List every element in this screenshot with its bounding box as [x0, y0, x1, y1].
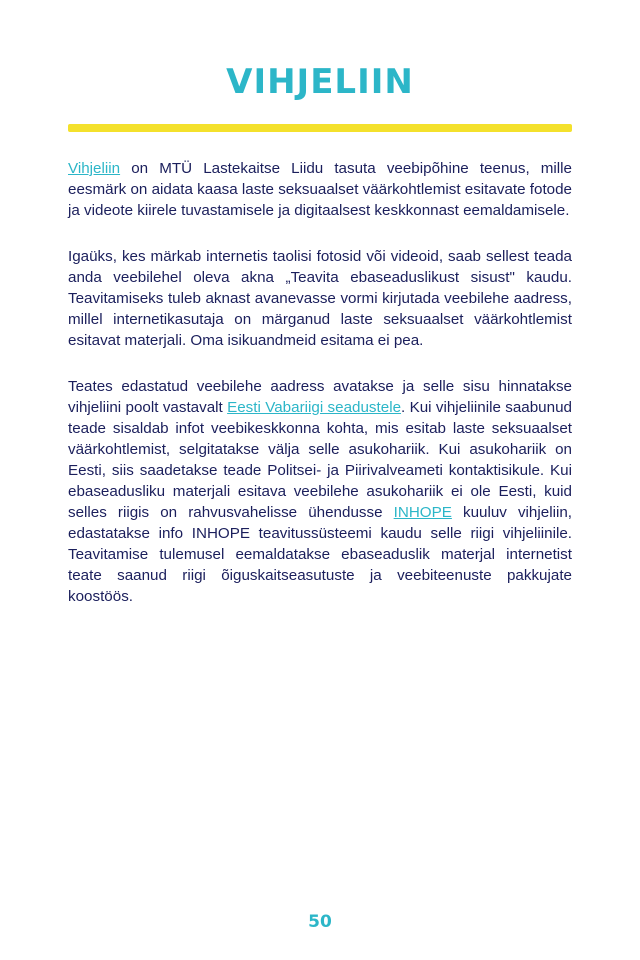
vihjeliin-link[interactable]: Vihjeliin [68, 160, 121, 177]
body-text [68, 158, 572, 632]
page-title: VIHJELIIN [226, 62, 414, 102]
page-number: 50 [308, 912, 332, 932]
paragraph-3-text-b: . Kui vihjeliinile saabunud teade sisaldab infot veebikeskkonna kohta, mis esitab laste seksuaalset väärkohtlemist, selgitatakse välja selle asukohariik. Kui asukohariik on Eesti, siis saadetakse teade Politsei- ja Piirivalveameti kontaktisikule. Kui ebaseadusliku materjali esitava veebilehe asukohariik ei ole Eesti, kuid selles riigis on rahvusvahelisse ühendusse [68, 399, 572, 521]
estonian-law-link[interactable]: Eesti Vabariigi seadustele [227, 399, 402, 416]
paragraph-1-text: on MTÜ Lastekaitse Liidu tasuta veebipõhine teenus, mille eesmärk on aidata kaasa laste seksuaalset väärkohtlemist esitavate fotode ja videote kiirele tuvastamisele ja digitaalsest keskkonnast eemaldamisele. [68, 160, 572, 219]
paragraph-2 [68, 246, 572, 351]
paragraph-1 [68, 158, 572, 221]
inhope-link[interactable]: INHOPE [393, 504, 452, 521]
paragraph-3-text-a: Teates edastatud veebilehe aadress avatakse ja selle sisu hinnatakse vihjeliini poolt vastavalt [68, 378, 572, 416]
paragraph-3-text-c: kuuluv vihjeliin, edastatakse info INHOPE teavitussüsteemi kaudu selle riigi vihjeliinile. Teavitamise tulemusel eemaldatakse ebaseaduslik materjal internetist teate saanud riigi õiguskaitseasutuste ja veebiteenuste pakkujate koostöös. [68, 504, 572, 605]
paragraph-2-text: Igaüks, kes märkab internetis taolisi fotosid või videoid, saab sellest teada anda veebilehel oleva akna „Teavita ebaseaduslikust sisust" kaudu. Teavitamiseks tuleb aknast avanevasse vormi kirjutada veebilehe aadress, millel internetikasutaja on märganud laste seksuaalset väärkohtlemist esitavat materjali. Oma isikuandmeid esitama ei pea. [68, 248, 572, 349]
title-underline-rule [68, 124, 572, 132]
paragraph-3 [68, 376, 572, 607]
